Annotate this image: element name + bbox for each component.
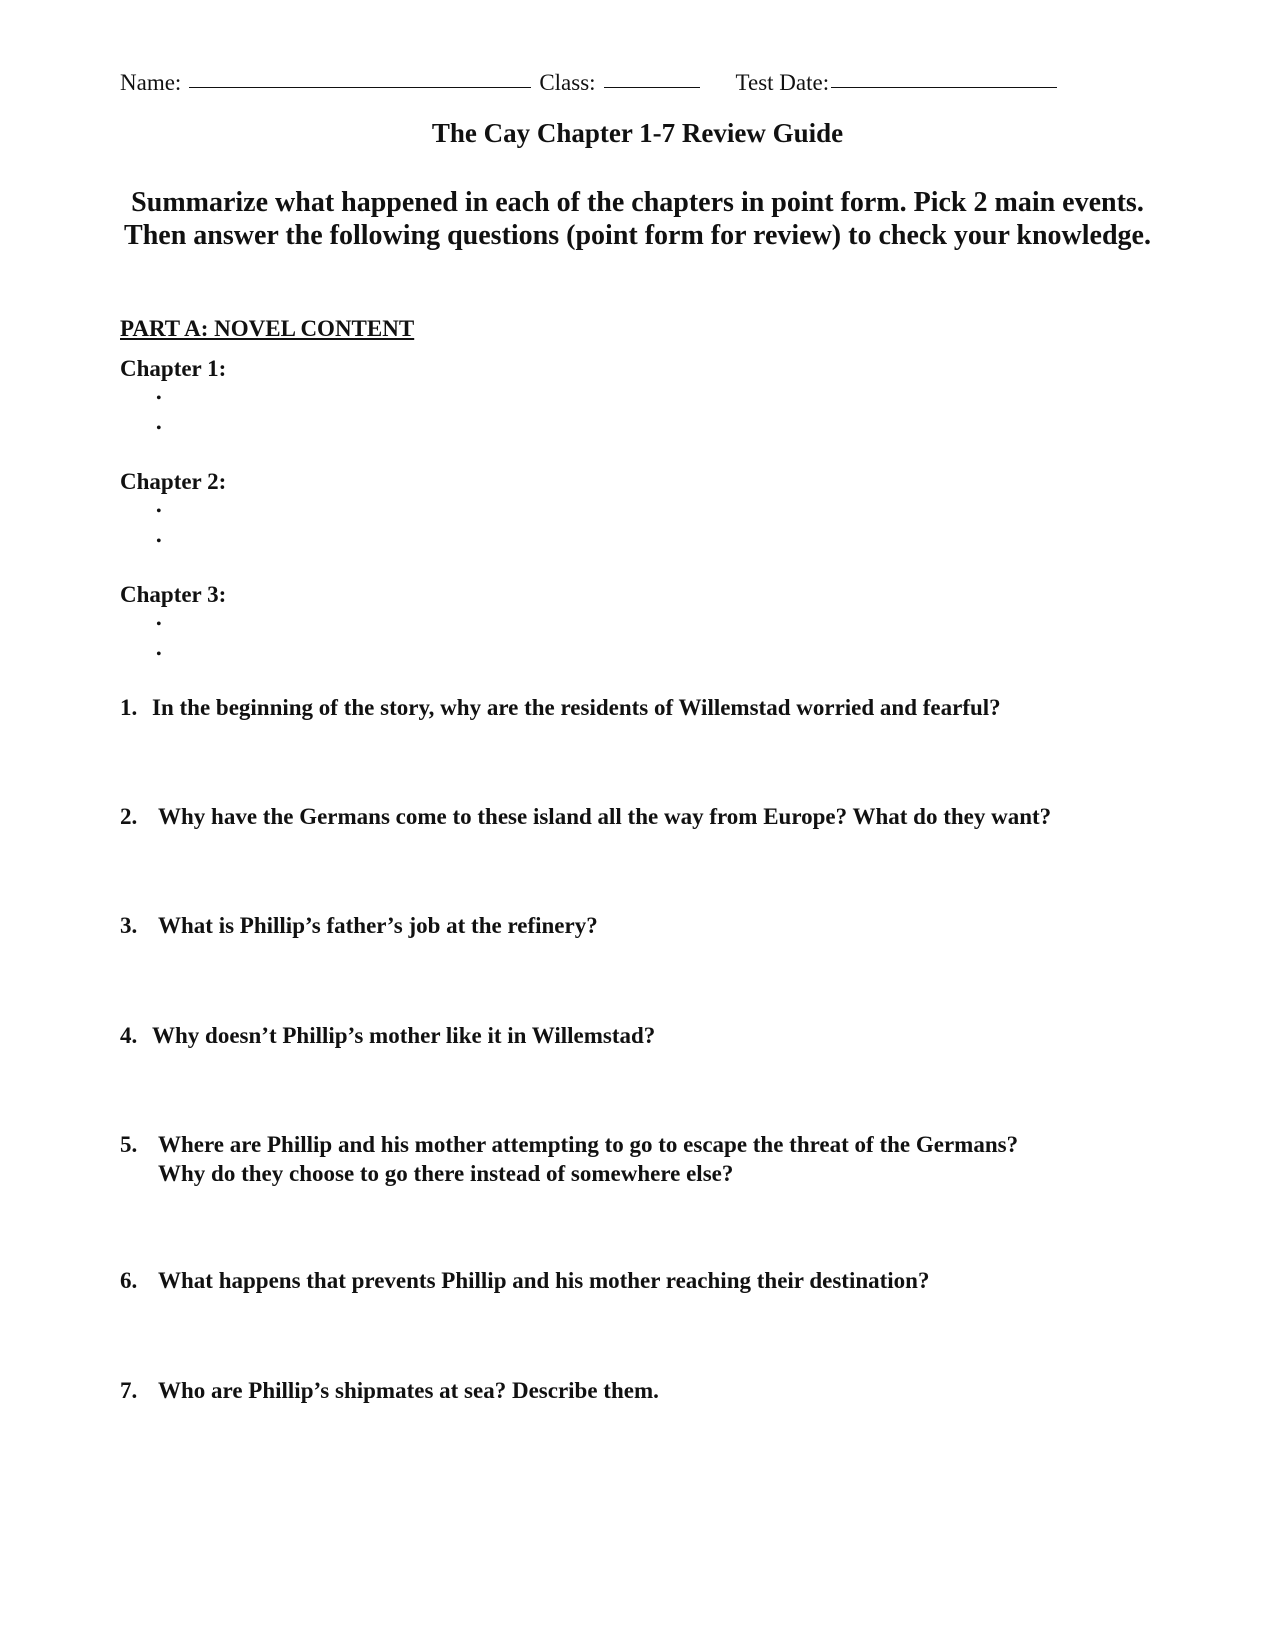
question-4-number: 4. <box>120 1023 138 1048</box>
question-5-number: 5. <box>120 1132 138 1157</box>
test-date-blank[interactable] <box>831 86 1057 88</box>
question-2 <box>120 802 1051 831</box>
chapter-2-label: Chapter 2: <box>120 469 227 494</box>
chapter-2-bullet-1: • <box>156 503 162 520</box>
question-7-text: Who are Phillip’s shipmates at sea? Describe them. <box>158 1378 659 1403</box>
chapter-3-label: Chapter 3: <box>120 582 227 607</box>
name-label: Name: <box>120 70 182 95</box>
question-3-text: What is Phillip’s father’s job at the refinery? <box>158 913 598 938</box>
question-3-number: 3. <box>120 913 138 938</box>
question-7 <box>120 1376 659 1405</box>
chapter-1-label: Chapter 1: <box>120 356 227 381</box>
class-blank[interactable] <box>604 86 700 88</box>
test-date-label: Test Date: <box>735 70 830 95</box>
question-7-number: 7. <box>120 1378 138 1403</box>
chapter-1-bullet-1: • <box>156 390 162 407</box>
student-info-header <box>120 70 1065 96</box>
chapter-3-bullet-1: • <box>156 616 162 633</box>
chapter-3-bullet-2: • <box>156 646 162 663</box>
question-6-number: 6. <box>120 1268 138 1293</box>
question-4 <box>120 1021 655 1050</box>
question-5-text-continued: Why do they choose to go there instead of somewhere else? <box>158 1161 734 1186</box>
question-4-text: Why doesn’t Phillip’s mother like it in Willemstad? <box>152 1023 656 1048</box>
question-2-number: 2. <box>120 804 138 829</box>
question-2-text: Why have the Germans come to these island all the way from Europe? What do they want? <box>158 804 1052 829</box>
question-6-text: What happens that prevents Phillip and his mother reaching their destination? <box>158 1268 930 1293</box>
name-blank[interactable] <box>189 86 531 88</box>
question-3 <box>120 911 598 940</box>
question-1 <box>120 693 1001 722</box>
instructions: Summarize what happened in each of the chapters in point form. Pick 2 main events. Then answer the following questions (point form for review) to check your knowledge. <box>124 187 1151 251</box>
chapter-2-bullet-2: • <box>156 533 162 550</box>
question-5-text: Where are Phillip and his mother attempting to go to escape the threat of the Germans? <box>158 1132 1019 1157</box>
question-1-text: In the beginning of the story, why are the residents of Willemstad worried and fearful? <box>152 695 1001 720</box>
part-a-heading: PART A: NOVEL CONTENT <box>120 316 415 341</box>
page-title: The Cay Chapter 1-7 Review Guide <box>431 118 844 148</box>
question-1-number: 1. <box>120 695 138 720</box>
question-5 <box>120 1130 1018 1188</box>
chapter-1-bullet-2: • <box>156 420 162 437</box>
class-label: Class: <box>539 70 596 95</box>
question-6 <box>120 1266 929 1295</box>
